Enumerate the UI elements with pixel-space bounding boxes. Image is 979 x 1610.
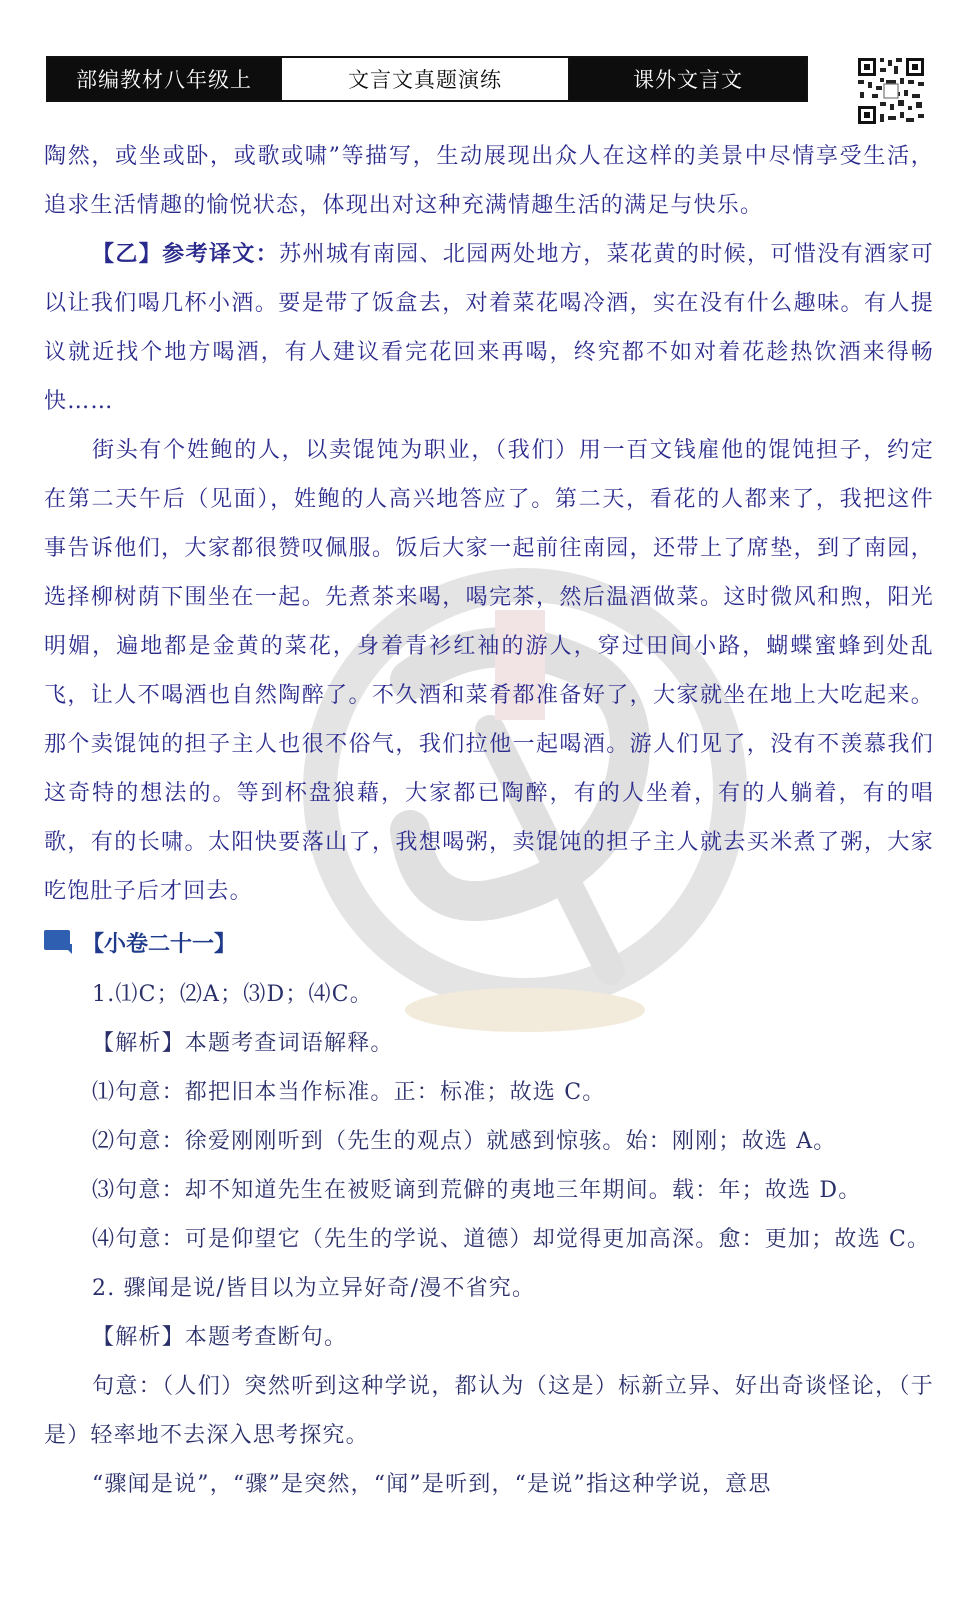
analysis-paragraph: 陶然，或坐或卧，或歌或啸”等描写，生动展现出众人在这样的美景中尽情享受生活，追求生活情趣的愉悦状态，体现出对这种充满情趣生活的满足与快乐。: [44, 144, 934, 218]
header-grade-label: 部编教材八年级上: [48, 58, 280, 100]
qr-code-icon: [856, 56, 926, 126]
translation-paragraph-1: [44, 230, 934, 426]
translation-label: 【乙】参考译文：: [92, 241, 280, 267]
answer-2-analysis: 【解析】本题考查断句。: [92, 1325, 348, 1350]
answer-1-analysis: 【解析】本题考查词语解释。: [92, 1031, 394, 1056]
section-title: [44, 918, 934, 970]
translation-text-1: 苏州城有南园、北园两处地方，菜花黄的时候，可惜没有酒家可以让我们喝几杯小酒。要是带了饭盒去，对着菜花喝冷酒，实在没有什么趣味。有人提议就近找个地方喝酒，有人建议看完花回来再喝，终究都不如对着花趁热饮酒来得畅快……: [44, 242, 934, 414]
page-content: [44, 132, 934, 1509]
translation-paragraph-2: 街头有个姓鲍的人，以卖馄饨为职业，（我们）用一百文钱雇他的馄饨担子，约定在第二天午后（见面），姓鲍的人高兴地答应了。第二天，看花的人都来了，我把这件事告诉他们，大家都很赞叹佩服。饭后大家一起前往南园，还带上了席垫，到了南园，选择柳树荫下围坐在一起。先煮茶来喝，喝完茶，然后温酒做菜。这时微风和煦，阳光明媚，遍地都是金黄的菜花，身着青衫红袖的游人，穿过田间小路，蝴蝶蜜蜂到处乱飞，让人不喝酒也自然陶醉了。不久酒和菜肴都准备好了，大家就坐在地上大吃起来。那个卖馄饨的担子主人也很不俗气，我们拉他一起喝酒。游人们见了，没有不羡慕我们这奇特的想法的。等到杯盘狼藉，大家都已陶醉，有的人坐着，有的人躺着，有的唱歌，有的长啸。太阳快要落山了，我想喝粥，卖馄饨的担子主人就去买米煮了粥，大家吃饱肚子后才回去。: [44, 438, 934, 904]
header-category-label: 课外文言文: [570, 58, 806, 100]
bookmark-icon: [44, 930, 74, 956]
page-header: [46, 56, 808, 102]
header-title: 文言文真题演练: [280, 58, 570, 100]
answer-2: 2. 骤闻是说/皆目以为立异好奇/漫不省究。: [92, 1276, 536, 1301]
answer-2-meaning: 句意：（人们）突然听到这种学说，都认为（这是）标新立异、好出奇谈怪论，（于是）轻率地不去深入思考探究。: [44, 1374, 934, 1448]
answer-1-item-1: ⑴句意：都把旧本当作标准。正：标准；故选 C。: [92, 1080, 606, 1105]
section-title-text: 【小卷二十一】: [82, 931, 237, 957]
answer-1-item-2: ⑵句意：徐爱刚刚听到（先生的观点）就感到惊骇。始：刚刚；故选 A。: [92, 1129, 837, 1154]
answer-2-explanation: “骤闻是说”，“骤”是突然，“闻”是听到，“是说”指这种学说，意思: [92, 1472, 772, 1497]
answer-1-item-3: ⑶句意：却不知道先生在被贬谪到荒僻的夷地三年期间。载：年；故选 D。: [92, 1178, 862, 1203]
answer-1-item-4: ⑷句意：可是仰望它（先生的学说、道德）却觉得更加高深。愈：更加；故选 C。: [92, 1227, 931, 1252]
answer-1: 1.⑴C；⑵A；⑶D；⑷C。: [92, 982, 373, 1007]
